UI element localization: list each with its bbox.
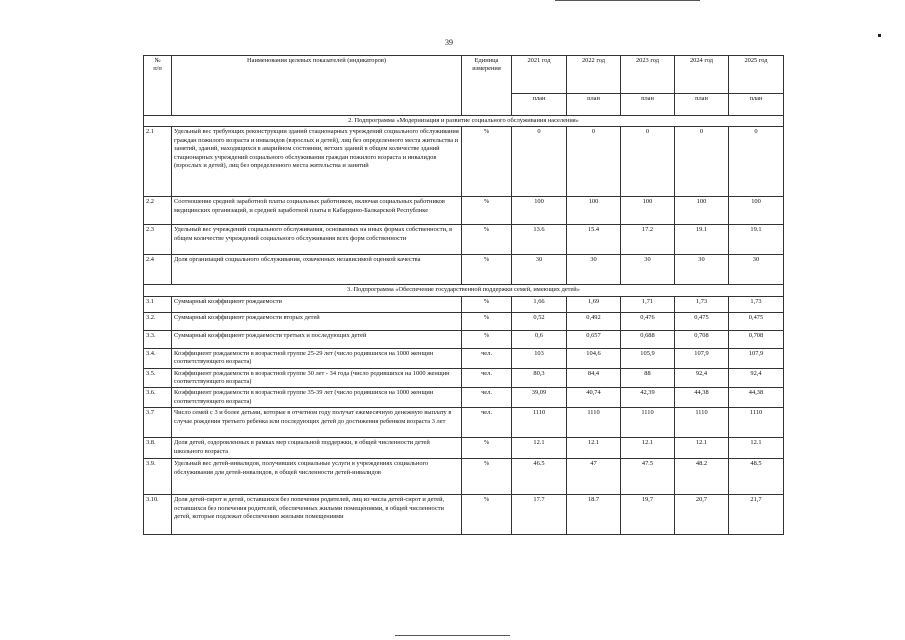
row-value: 0: [675, 127, 729, 197]
row-value: 0,476: [621, 312, 675, 330]
header-plan: план: [729, 94, 784, 116]
header-plan: план: [512, 94, 567, 116]
row-number: 2.1: [144, 127, 172, 197]
row-indicator-name: Удельный вес учреждений социального обслуживания, основанных на иных формах собственности, в общем количестве учреждений социального обслуживания всех форм собственности: [172, 225, 462, 255]
row-value: 12.1: [729, 438, 784, 459]
header-year-2023: 2023 год: [621, 56, 675, 94]
row-unit: %: [462, 225, 512, 255]
table-row: [144, 459, 784, 495]
row-value: 30: [512, 255, 567, 285]
table-row: [144, 495, 784, 535]
row-number: 2.2: [144, 197, 172, 225]
row-value: 12.1: [512, 438, 567, 459]
row-indicator-name: Суммарный коэффициент рождаемости вторых детей: [172, 312, 462, 330]
header-num: № п/п: [144, 56, 172, 116]
row-value: 1110: [729, 408, 784, 438]
row-value: 47.5: [621, 459, 675, 495]
row-value: 1,73: [675, 296, 729, 312]
row-value: 40,74: [567, 388, 621, 408]
indicator-table: [143, 55, 784, 535]
row-value: 12.1: [567, 438, 621, 459]
row-value: 104,6: [567, 348, 621, 368]
row-value: 107,9: [729, 348, 784, 368]
row-value: 80,3: [512, 368, 567, 388]
row-value: 20,7: [675, 495, 729, 535]
table-row: [144, 127, 784, 197]
row-value: 0,492: [567, 312, 621, 330]
row-value: 12.1: [675, 438, 729, 459]
row-value: 48.5: [729, 459, 784, 495]
header-year-2025: 2025 год: [729, 56, 784, 94]
row-unit: %: [462, 197, 512, 225]
row-unit: чел.: [462, 388, 512, 408]
row-number: 3.4.: [144, 348, 172, 368]
scan-line-top: [555, 0, 700, 1]
row-number: 2.3: [144, 225, 172, 255]
row-value: 1,66: [512, 296, 567, 312]
row-value: 0,708: [675, 330, 729, 348]
row-indicator-name: Доля организаций социального обслуживания, охваченных независимой оценкой качества: [172, 255, 462, 285]
row-value: 84,4: [567, 368, 621, 388]
row-number: 3.5.: [144, 368, 172, 388]
row-value: 19.1: [729, 225, 784, 255]
row-unit: чел.: [462, 408, 512, 438]
row-indicator-name: Коэффициент рождаемости в возрастной группе 35-39 лет (число родившихся на 1000 женщин соответствующего возраста): [172, 388, 462, 408]
row-value: 1,73: [729, 296, 784, 312]
row-value: 12.1: [621, 438, 675, 459]
row-value: 44,38: [729, 388, 784, 408]
row-value: 0,475: [729, 312, 784, 330]
row-value: 39,09: [512, 388, 567, 408]
row-value: 1110: [567, 408, 621, 438]
row-number: 3.6.: [144, 388, 172, 408]
row-value: 19.1: [675, 225, 729, 255]
table-row: [144, 197, 784, 225]
row-indicator-name: Коэффициент рождаемости в возрастной группе 30 лет - 34 года (число родившихся на 1000 женщин соответствующего возраста): [172, 368, 462, 388]
row-value: 107,9: [675, 348, 729, 368]
scan-dot: [878, 34, 881, 37]
header-plan: план: [675, 94, 729, 116]
row-value: 0: [512, 127, 567, 197]
row-value: 30: [567, 255, 621, 285]
row-value: 0: [729, 127, 784, 197]
table-row: [144, 388, 784, 408]
row-value: 30: [621, 255, 675, 285]
row-value: 88: [621, 368, 675, 388]
header-year-2024: 2024 год: [675, 56, 729, 94]
table-row: [144, 368, 784, 388]
row-value: 47: [567, 459, 621, 495]
row-value: 30: [729, 255, 784, 285]
row-value: 0,708: [729, 330, 784, 348]
table-row: [144, 296, 784, 312]
row-unit: %: [462, 127, 512, 197]
section-title: 3. Подпрограмма «Обеспечение государственной поддержки семей, имеющих детей»: [144, 285, 784, 296]
row-value: 0: [621, 127, 675, 197]
row-value: 0,52: [512, 312, 567, 330]
row-value: 17.2: [621, 225, 675, 255]
row-value: 46.5: [512, 459, 567, 495]
header-unit: Единица измерения: [462, 56, 512, 116]
row-value: 42,39: [621, 388, 675, 408]
row-unit: %: [462, 459, 512, 495]
header-plan: план: [567, 94, 621, 116]
row-number: 3.1: [144, 296, 172, 312]
row-indicator-name: Удельный вес требующих реконструкции зданий стационарных учреждений социального обслуживания граждан пожилого возраста и инвалидов (взрослых и детей), лиц без определенного места жительства и занятий, зданий, находящихся в аварийном состоянии, ветхих зданий в общем количестве зданий стационарных учреждений социального обслуживания граждан пожилого возраста и инвалидов (взрослых и детей), лиц без определенного места жительства и занятий: [172, 127, 462, 197]
header-year-2021: 2021 год: [512, 56, 567, 94]
row-indicator-name: Число семей с 3 и более детьми, которые в отчетном году получат ежемесячную денежную выплату в случае рождения третьего ребенка или последующих детей до достижения ребенком возраста 3 лет: [172, 408, 462, 438]
row-value: 1110: [621, 408, 675, 438]
row-indicator-name: Коэффициент рождаемости в возрастной группе 25-29 лет (число родившихся на 1000 женщин соответствующего возраста): [172, 348, 462, 368]
row-indicator-name: Суммарный коэффициент рождаемости: [172, 296, 462, 312]
section-title: 2. Подпрограмма «Модернизация и развитие социального обслуживания населения»: [144, 116, 784, 127]
row-value: 13.6: [512, 225, 567, 255]
section-row: [144, 285, 784, 296]
row-indicator-name: Доля детей, оздоровленных в рамках мер социальной поддержки, в общей численности детей школьного возраста: [172, 438, 462, 459]
row-value: 15.4: [567, 225, 621, 255]
row-value: 48.2: [675, 459, 729, 495]
table-row: [144, 225, 784, 255]
row-unit: %: [462, 330, 512, 348]
row-indicator-name: Суммарный коэффициент рождаемости третьих и последующих детей: [172, 330, 462, 348]
table-row: [144, 438, 784, 459]
row-value: 0,475: [675, 312, 729, 330]
row-indicator-name: Соотношение средней заработной платы социальных работников, включая социальных работников медицинских организаций, и средней заработной платы в Кабардино-Балкарской Республике: [172, 197, 462, 225]
row-value: 18.7: [567, 495, 621, 535]
row-value: 100: [512, 197, 567, 225]
header-plan: план: [621, 94, 675, 116]
row-unit: чел.: [462, 368, 512, 388]
table-row: [144, 330, 784, 348]
row-value: 1,71: [621, 296, 675, 312]
row-value: 19,7: [621, 495, 675, 535]
row-value: 0: [567, 127, 621, 197]
row-unit: %: [462, 296, 512, 312]
row-value: 44,38: [675, 388, 729, 408]
row-value: 100: [567, 197, 621, 225]
section-row: [144, 116, 784, 127]
table-row: [144, 408, 784, 438]
row-value: 103: [512, 348, 567, 368]
header-year-2022: 2022 год: [567, 56, 621, 94]
table-row: [144, 312, 784, 330]
row-value: 21,7: [729, 495, 784, 535]
row-unit: %: [462, 438, 512, 459]
page-number: 39: [445, 38, 453, 47]
row-number: 2.4: [144, 255, 172, 285]
row-value: 0,657: [567, 330, 621, 348]
row-value: 92,4: [675, 368, 729, 388]
row-value: 0,688: [621, 330, 675, 348]
row-indicator-name: Доля детей-сирот и детей, оставшихся без попечения родителей, лиц из числа детей-сирот и детей, оставшихся без попечения родителей, обеспеченных жилыми помещениями, в общей численности детей, которые подлежат обеспечению жилыми помещениями: [172, 495, 462, 535]
row-unit: %: [462, 312, 512, 330]
row-value: 0,6: [512, 330, 567, 348]
row-value: 17.7: [512, 495, 567, 535]
row-value: 100: [729, 197, 784, 225]
row-number: 3.3.: [144, 330, 172, 348]
row-value: 105,9: [621, 348, 675, 368]
row-unit: %: [462, 255, 512, 285]
row-value: 1110: [675, 408, 729, 438]
row-value: 100: [621, 197, 675, 225]
row-number: 3.7: [144, 408, 172, 438]
row-value: 1110: [512, 408, 567, 438]
table-row: [144, 255, 784, 285]
scan-line-bottom: [395, 635, 510, 636]
row-unit: чел.: [462, 348, 512, 368]
row-number: 3.9.: [144, 459, 172, 495]
row-value: 92,4: [729, 368, 784, 388]
row-number: 3.10.: [144, 495, 172, 535]
row-unit: %: [462, 495, 512, 535]
row-value: 30: [675, 255, 729, 285]
table-row: [144, 348, 784, 368]
row-value: 1,69: [567, 296, 621, 312]
header-name: Наименования целевых показателей (индикаторов): [172, 56, 462, 116]
row-value: 100: [675, 197, 729, 225]
row-number: 3.8.: [144, 438, 172, 459]
row-number: 3.2.: [144, 312, 172, 330]
row-indicator-name: Удельный вес детей-инвалидов, получивших социальные услуги в учреждениях социального обслуживания для детей-инвалидов, в общей численности детей-инвалидов: [172, 459, 462, 495]
